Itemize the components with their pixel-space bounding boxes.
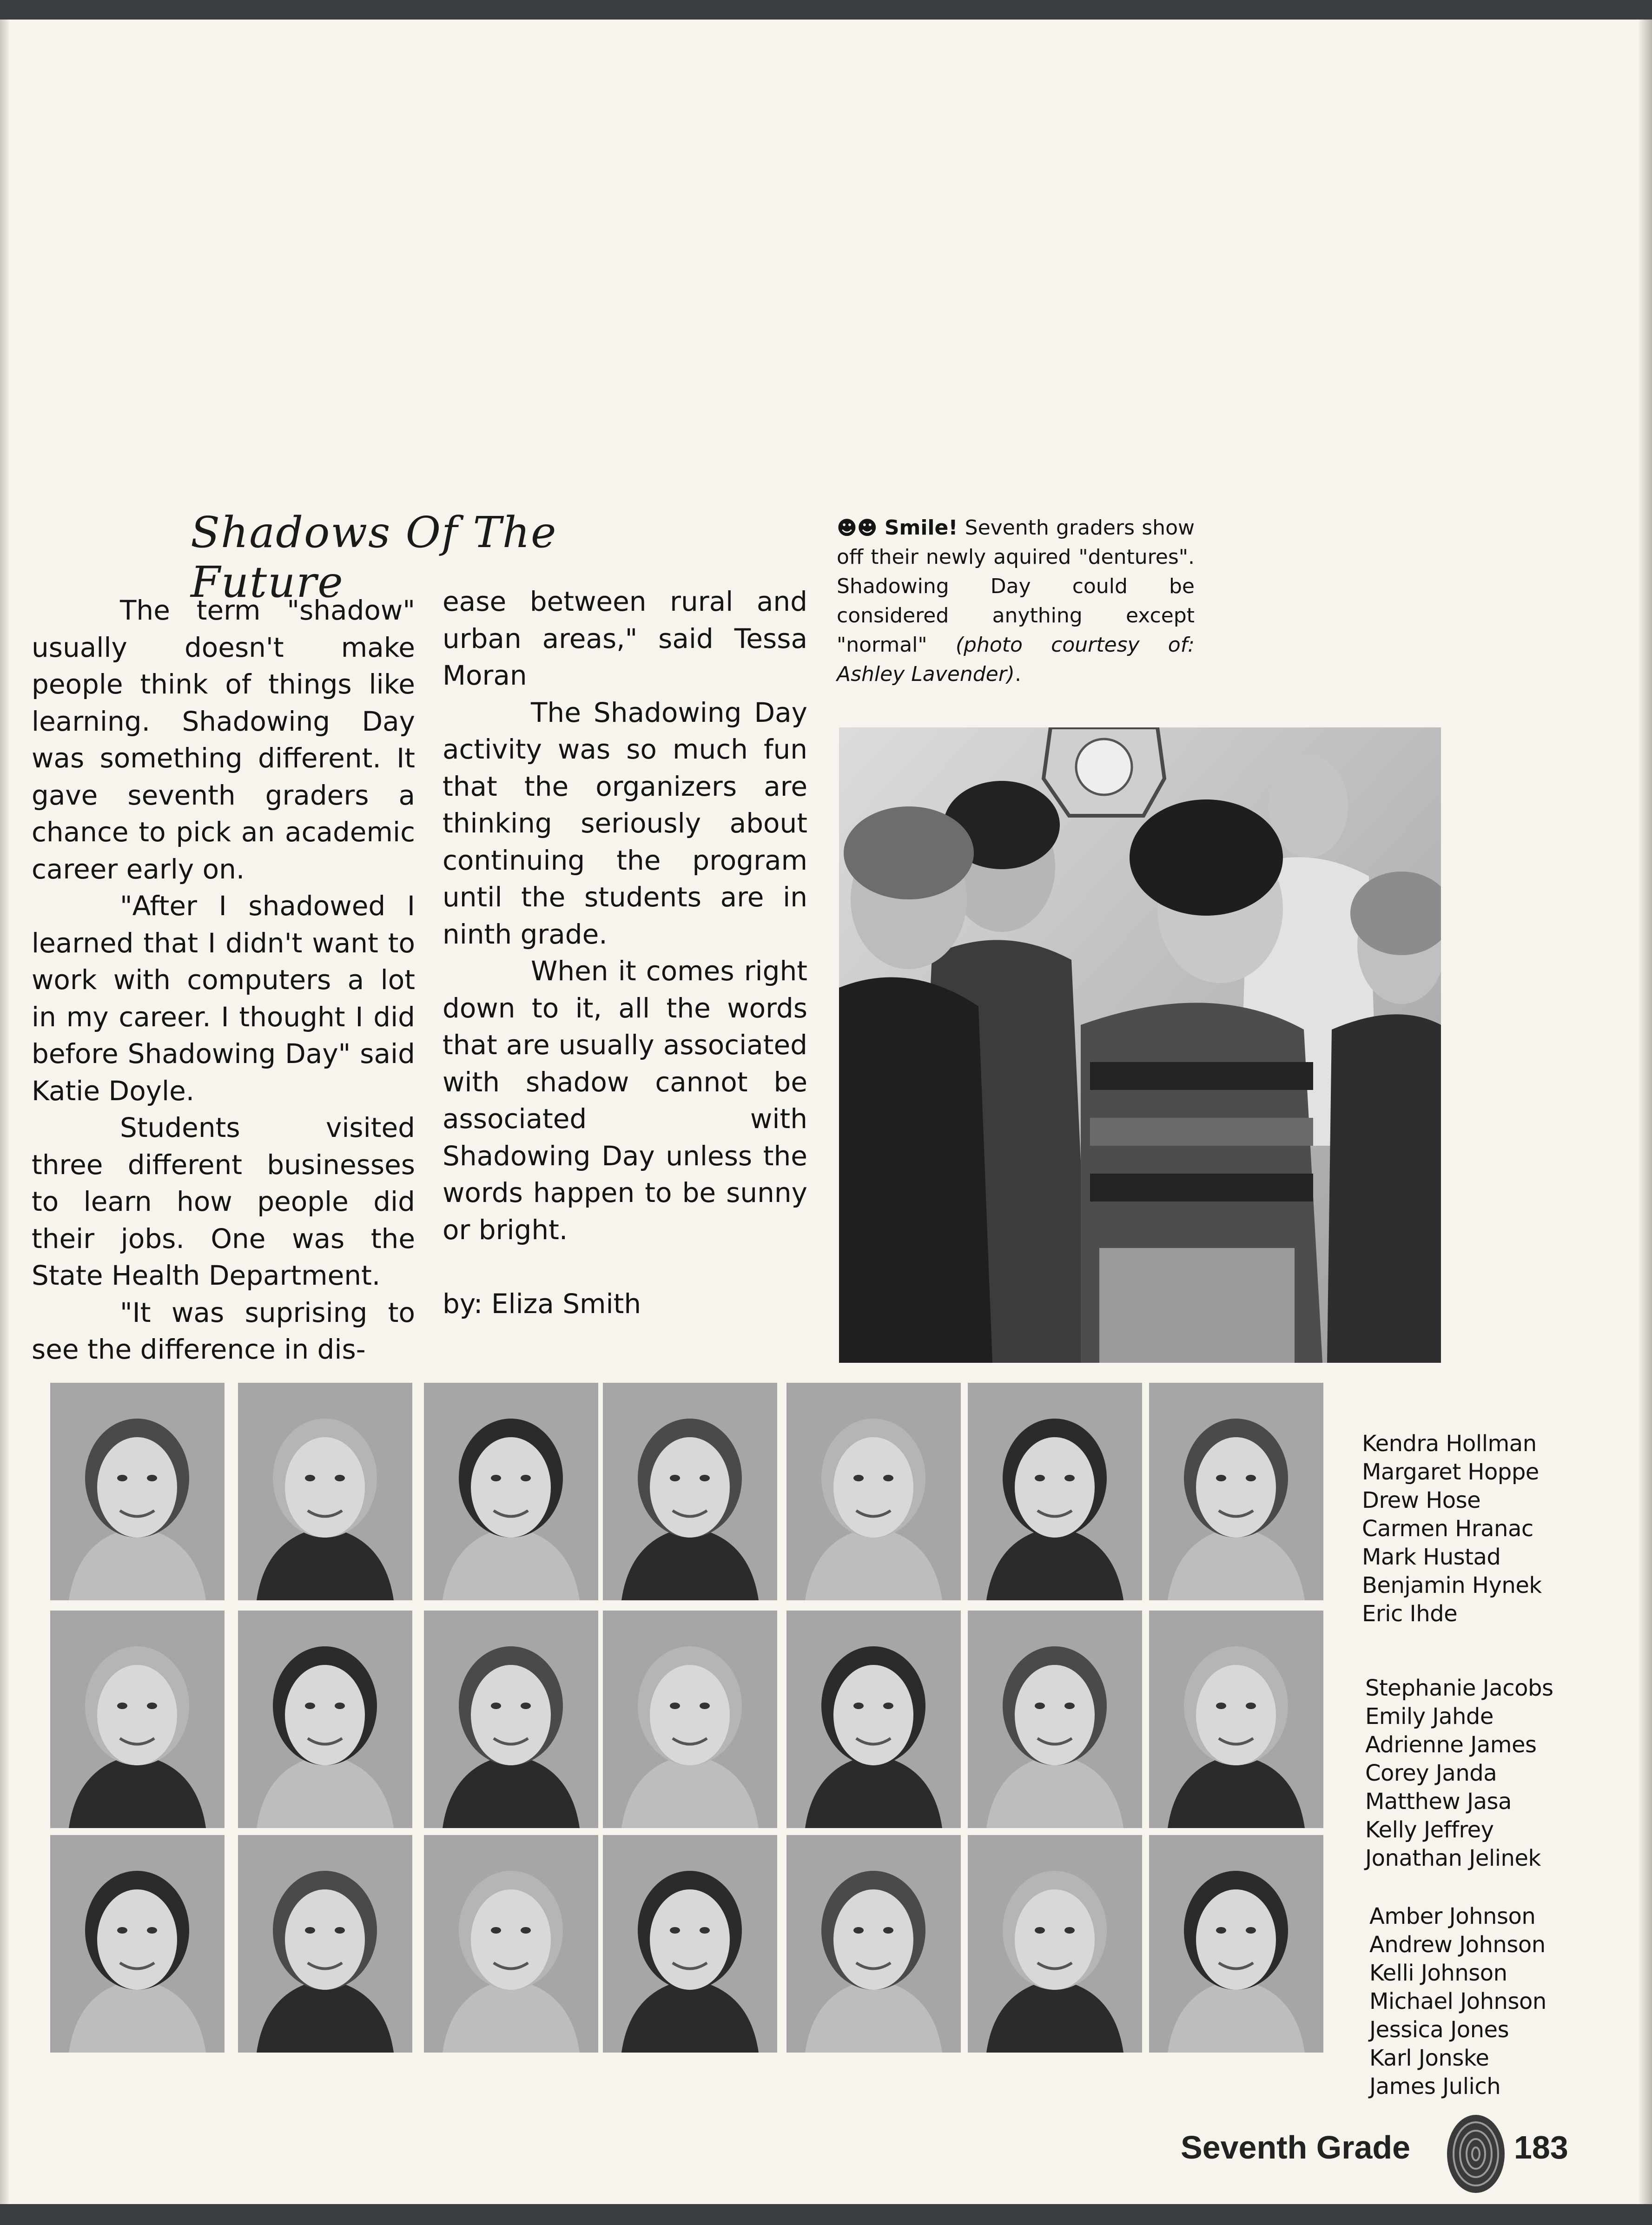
caption-end: . bbox=[1014, 662, 1021, 686]
page-edge-shadow bbox=[0, 20, 10, 2204]
student-portrait bbox=[968, 1611, 1142, 1828]
student-portrait bbox=[1149, 1611, 1323, 1828]
student-portrait bbox=[238, 1383, 412, 1600]
name-list bbox=[1365, 1674, 1553, 1873]
student-name: Kendra Hollman bbox=[1362, 1431, 1537, 1457]
caption-icon: ☻☻ bbox=[837, 516, 878, 539]
student-name: Kelli Johnson bbox=[1369, 1960, 1507, 1986]
student-portrait bbox=[786, 1383, 961, 1600]
article-paragraph: ease between rural and urban areas," said Tessa Moran bbox=[443, 586, 807, 691]
student-portrait bbox=[238, 1835, 412, 2053]
student-name: Matthew Jasa bbox=[1365, 1789, 1512, 1815]
name-list bbox=[1362, 1430, 1542, 1628]
caption-credit: (photo courtesy of: Ashley Lavender) bbox=[837, 633, 1195, 686]
student-name: Emily Jahde bbox=[1365, 1703, 1493, 1730]
student-portrait bbox=[50, 1383, 225, 1600]
article-paragraph: Students visited three different businesses to learn how people did their jobs. One was the State Health Department. bbox=[32, 1112, 415, 1291]
student-name: Stephanie Jacobs bbox=[1365, 1675, 1553, 1701]
student-portrait bbox=[968, 1383, 1142, 1600]
article-column-1 bbox=[32, 592, 415, 1368]
group-photo bbox=[839, 727, 1441, 1363]
scan-border bbox=[0, 2204, 1652, 2225]
student-name: Adrienne James bbox=[1365, 1732, 1537, 1758]
article-paragraph: The Shadowing Day activity was so much fun that the organizers are thinking seriously about continuing the program until the students are in ninth grade. bbox=[443, 696, 807, 950]
student-portrait bbox=[1149, 1383, 1323, 1600]
name-list bbox=[1369, 1902, 1546, 2101]
student-name: Jessica Jones bbox=[1369, 2017, 1509, 2043]
student-name: Kelly Jeffrey bbox=[1365, 1817, 1494, 1843]
student-portrait bbox=[1149, 1835, 1323, 2053]
yearbook-page bbox=[0, 20, 1652, 2204]
article-title: Shadows Of The Future bbox=[191, 508, 557, 607]
student-name: Eric Ihde bbox=[1362, 1601, 1458, 1627]
student-name: Carmen Hranac bbox=[1362, 1516, 1533, 1542]
article-column-2 bbox=[443, 583, 807, 1323]
student-portrait bbox=[50, 1611, 225, 1828]
student-name: Corey Janda bbox=[1365, 1760, 1497, 1786]
article-paragraph: "After I shadowed I learned that I didn't want to work with computers a lot in my career. I thought I did before Shadowing Day" said Katie Doyle. bbox=[32, 890, 415, 1107]
article-paragraph: "It was suprising to see the difference in dis- bbox=[32, 1296, 415, 1365]
page-edge-shadow bbox=[1638, 20, 1652, 2204]
caption-lead: Smile! bbox=[884, 516, 958, 540]
student-name: Drew Hose bbox=[1362, 1487, 1481, 1513]
article-paragraph: When it comes right down to it, all the words that are usually associated with shadow cannot be associated with Shadowing Day unless the words happen to be sunny or bright. bbox=[443, 955, 807, 1246]
student-name: Margaret Hoppe bbox=[1362, 1459, 1539, 1485]
student-name: Jonathan Jelinek bbox=[1365, 1845, 1541, 1871]
section-label: Seventh Grade bbox=[1181, 2129, 1411, 2166]
student-name: Karl Jonske bbox=[1369, 2045, 1489, 2071]
student-portrait bbox=[786, 1611, 961, 1828]
student-name: Amber Johnson bbox=[1369, 1903, 1536, 1929]
student-portrait bbox=[968, 1835, 1142, 2053]
student-name: Andrew Johnson bbox=[1369, 1932, 1546, 1958]
student-portrait bbox=[603, 1835, 777, 2053]
student-name: James Julich bbox=[1369, 2073, 1501, 2100]
article-paragraph: The term "shadow" usually doesn't make people think of things like learning. Shadowing Day was something different. It gave seventh graders a chance to pick an academic career early on. bbox=[32, 594, 415, 885]
student-portrait bbox=[603, 1611, 777, 1828]
student-portrait bbox=[50, 1835, 225, 2053]
photo-caption bbox=[837, 513, 1195, 689]
student-portrait bbox=[424, 1383, 598, 1600]
student-portrait bbox=[603, 1383, 777, 1600]
student-portrait bbox=[238, 1611, 412, 1828]
student-name: Mark Hustad bbox=[1362, 1544, 1501, 1570]
student-portrait bbox=[424, 1835, 598, 2053]
student-name: Michael Johnson bbox=[1369, 1988, 1546, 2014]
article-byline: by: Eliza Smith bbox=[443, 1288, 641, 1320]
student-portrait bbox=[786, 1835, 961, 2053]
page-number: 183 bbox=[1514, 2129, 1568, 2166]
thumbprint-icon bbox=[1443, 2112, 1508, 2196]
caption-text: Seventh graders show off their newly aquired "dentures". Shadowing Day could be considered anything except "normal" bbox=[837, 516, 1195, 657]
student-name: Benjamin Hynek bbox=[1362, 1572, 1542, 1598]
student-portrait bbox=[424, 1611, 598, 1828]
